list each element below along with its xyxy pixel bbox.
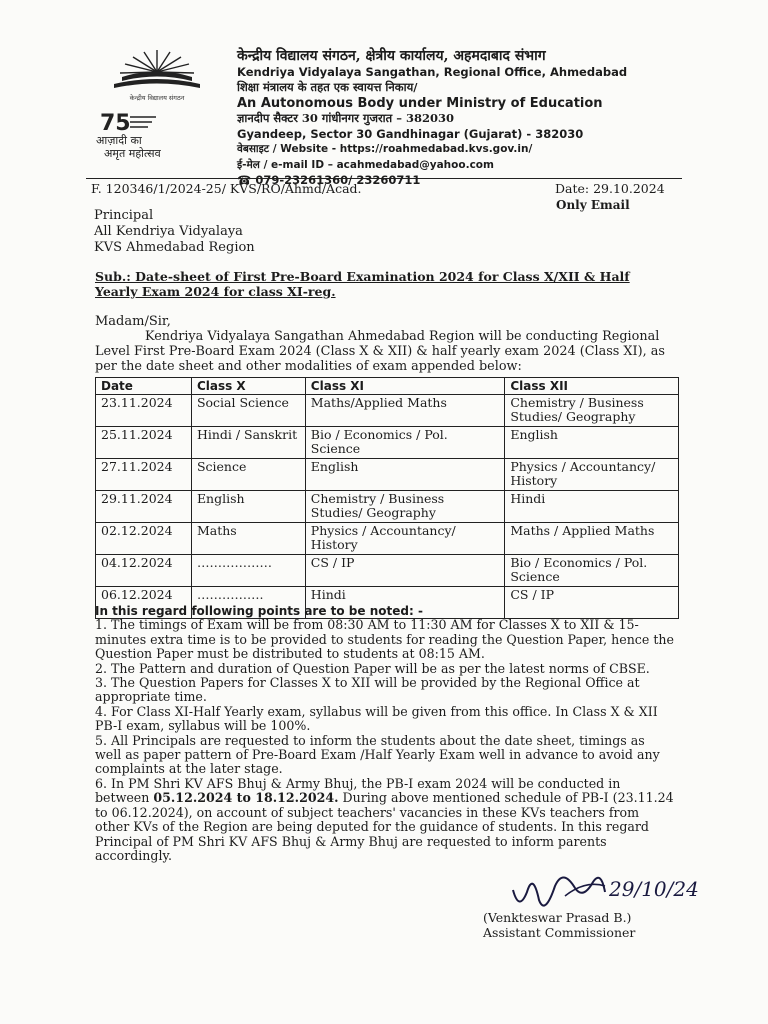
- cell-class-xi: Chemistry / Business Studies/ Geography: [305, 491, 505, 523]
- table-header-row: [96, 378, 679, 395]
- emblem-text-2: अमृत महोत्सव: [104, 147, 161, 160]
- address-hindi: ज्ञानदीप सैक्टर 30 गांधीनगर गुजरात – 382030: [237, 111, 454, 125]
- file-number: F. 120346/1/2024-25/ KVS/RO/Ahmd/Acad.: [91, 181, 362, 196]
- table-row: [96, 523, 679, 555]
- cell-class-x: Maths: [191, 523, 305, 555]
- signature-date: 29/10/24: [609, 877, 699, 901]
- letterhead: [237, 49, 697, 189]
- letter-date: Date: 29.10.2024: [555, 181, 665, 196]
- addressee-line-3: KVS Ahmedabad Region: [94, 240, 255, 255]
- emblem-text-1: आज़ादी का: [96, 134, 142, 147]
- table-row: [96, 395, 679, 427]
- subject: [95, 270, 655, 299]
- cell-date: 02.12.2024: [96, 523, 192, 555]
- intro-text: Kendriya Vidyalaya Sangathan Ahmedabad Region will be conducting Regional Level First Pre-Board Exam 2024 (Class X & XII) & half yearly exam 2024 (Class XI), as per the date sheet and other modalities of exam appended below:: [95, 329, 665, 374]
- header-class-x: Class X: [191, 378, 305, 395]
- cell-class-xi: Hindi: [305, 587, 505, 619]
- cell-class-x: English: [191, 491, 305, 523]
- delivery-mode: Only Email: [556, 198, 630, 212]
- note-6-dates: 05.12.2024 to 18.12.2024.: [153, 790, 339, 806]
- table-row: [96, 555, 679, 587]
- table-row: [96, 491, 679, 523]
- notes-heading: In this regard following points are to be noted: -: [95, 604, 423, 618]
- email: ई-मेल / e-mail ID – acahmedabad@yahoo.com: [237, 158, 494, 171]
- cell-date: 04.12.2024: [96, 555, 192, 587]
- subject-text: Sub.: Date-sheet of First Pre-Board Examination 2024 for Class X/XII & Half Yearly Exam 2024 for class XI-reg.: [95, 269, 630, 299]
- signatory: [483, 910, 635, 940]
- cell-class-xi: CS / IP: [305, 555, 505, 587]
- note-6-part-b: During above mentioned schedule of PB-I (23.11.24 to 06.12.2024), on account of subject teachers' vacancies in these KVs teachers from other KVs of the Region are being deputed for the guidance of students. In this regard Principal of PM Shri KV AFS Bhuj & Army Bhuj are requested to inform parents accordingly.: [95, 790, 674, 863]
- kvs-logo: [92, 44, 222, 160]
- cell-date: 06.12.2024: [96, 587, 192, 619]
- cell-class-xii: Maths / Applied Maths: [505, 523, 679, 555]
- website: वेबसाइट / Website - https://roahmedabad.kvs.gov.in/: [237, 143, 533, 155]
- intro-paragraph: [95, 329, 665, 374]
- note-2: 2. The Pattern and duration of Question Paper will be as per the latest norms of CBSE.: [95, 660, 650, 676]
- cell-class-x: ………………: [191, 555, 305, 587]
- cell-date: 29.11.2024: [96, 491, 192, 523]
- signatory-name: (Venkteswar Prasad B.): [483, 910, 632, 925]
- logo-caption: केन्द्रीय विद्यालय संगठन: [129, 94, 185, 102]
- signatory-designation: Assistant Commissioner: [483, 925, 636, 940]
- cell-date: 27.11.2024: [96, 459, 192, 491]
- header-class-xii: Class XII: [505, 378, 679, 395]
- note-1: 1. The timings of Exam will be from 08:30 AM to 11:30 AM for Classes X to XII & 15-minutes extra time is to be provided to students for reading the Question Paper, hence the Question Paper must be distributed to students at 08:15 AM.: [95, 617, 674, 662]
- cell-date: 25.11.2024: [96, 427, 192, 459]
- salutation: Madam/Sir,: [95, 314, 171, 329]
- phone: ☎ 079-23261360/ 23260711: [237, 173, 421, 187]
- title-english: Kendriya Vidyalaya Sangathan, Regional Office, Ahmedabad: [237, 64, 628, 79]
- date-sheet-table: [95, 377, 679, 619]
- addressee-line-2: All Kendriya Vidyalaya: [94, 224, 243, 239]
- cell-class-xii: Hindi: [505, 491, 679, 523]
- cell-class-xi: English: [305, 459, 505, 491]
- addressee: [94, 208, 255, 256]
- cell-class-xii: Chemistry / Business Studies/ Geography: [505, 395, 679, 427]
- cell-date: 23.11.2024: [96, 395, 192, 427]
- header-class-xi: Class XI: [305, 378, 505, 395]
- cell-class-x: …………….: [191, 587, 305, 619]
- notes-section: [95, 604, 675, 863]
- cell-class-xi: Bio / Economics / Pol. Science: [305, 427, 505, 459]
- cell-class-x: Social Science: [191, 395, 305, 427]
- cell-class-xii: Physics / Accountancy/ History: [505, 459, 679, 491]
- address-english: Gyandeep, Sector 30 Gandhinagar (Gujarat) - 382030: [237, 126, 584, 141]
- note-6-part-a: 6. In PM Shri KV AFS Bhuj & Army Bhuj, the PB-I exam 2024 will be conducted in between: [95, 775, 621, 806]
- note-4: 4. For Class XI-Half Yearly exam, syllabus will be given from this office. In Class X & XII PB-I exam, syllabus will be 100%.: [95, 703, 658, 734]
- logo-graphic: [92, 44, 222, 160]
- cell-class-xii: English: [505, 427, 679, 459]
- header-divider: [86, 178, 682, 179]
- header-date: Date: [96, 378, 192, 395]
- cell-class-xi: Physics / Accountancy/ History: [305, 523, 505, 555]
- cell-class-x: Science: [191, 459, 305, 491]
- cell-class-x: Hindi / Sanskrit: [191, 427, 305, 459]
- title-hindi: केन्द्रीय विद्यालय संगठन, क्षेत्रीय कार्यालय, अहमदाबाद संभाग: [237, 48, 546, 64]
- cell-class-xii: Bio / Economics / Pol. Science: [505, 555, 679, 587]
- cell-class-xii: CS / IP: [505, 587, 679, 619]
- table-row: [96, 459, 679, 491]
- table-row: [96, 427, 679, 459]
- note-5: 5. All Principals are requested to inform the students about the date sheet, timings as well as paper pattern of Pre-Board Exam /Half Yearly Exam well in advance to avoid any complaints at the later stage.: [95, 732, 660, 777]
- note-6: [95, 777, 675, 863]
- cell-class-xi: Maths/Applied Maths: [305, 395, 505, 427]
- note-3: 3. The Question Papers for Classes X to XII will be provided by the Regional Office at appropriate time.: [95, 675, 640, 705]
- emblem-number: 75: [100, 111, 131, 136]
- addressee-line-1: Principal: [94, 208, 154, 223]
- subtitle-hindi: शिक्षा मंत्रालय के तहत एक स्वायत्त निकाय/: [237, 80, 418, 94]
- subtitle-english: An Autonomous Body under Ministry of Education: [237, 95, 603, 111]
